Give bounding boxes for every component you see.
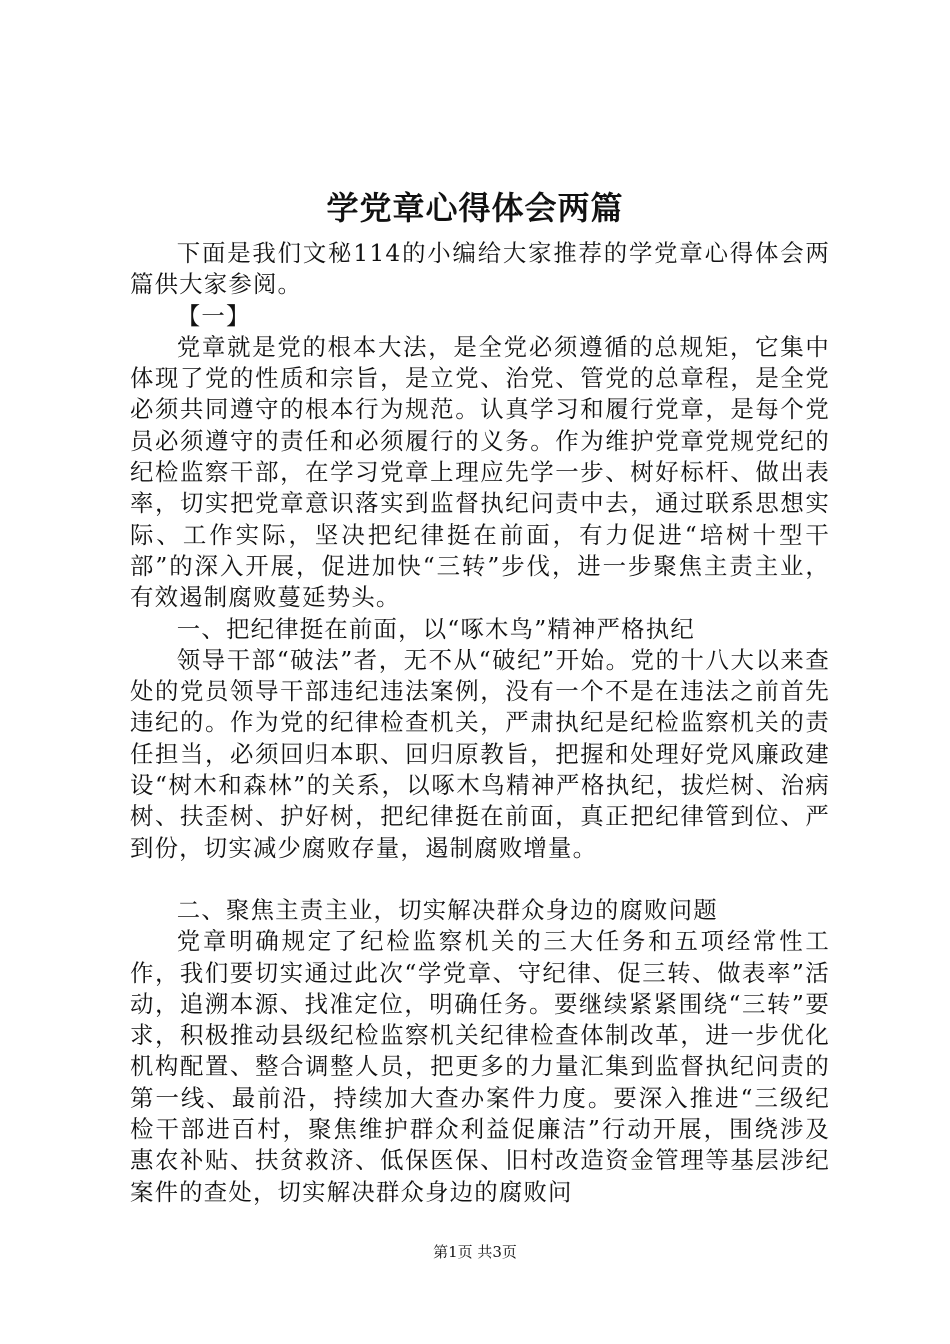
intro-paragraph: 下面是我们文秘114的小编给大家推荐的学党章心得体会两篇供大家参阅。 (130, 239, 830, 299)
document-title: 学党章心得体会两篇 (326, 189, 624, 227)
body-paragraph-1: 党章就是党的根本大法，是全党必须遵循的总规矩，它集中体现了党的性质和宗旨，是立党、治党、管党的总章程，是全党必须共同遵守的根本行为规范。认真学习和履行党章，是每个党员必须遵守的责任和必须履行的义务。作为维护党章党规党纪的纪检监察干部，在学习党章上理应先学一步、树好标杆、做出表率，切实把党章意识落实到监督执纪问责中去，通过联系思想实际、工作实际，坚决把纪律挺在前面，有力促进“培树十型干部”的深入开展，促进加快“三转”步伐，进一步聚焦主责主业，有效遏制腐败蔓延势头。 (130, 332, 830, 612)
section-marker: 【一】 (176, 301, 251, 330)
document-body (130, 238, 830, 1208)
body-paragraph-2: 领导干部“破法”者，无不从“破纪”开始。党的十八大以来查处的党员领导干部违纪违法案例，没有一个不是在违法之前首先违纪的。作为党的纪律检查机关，严肃执纪是纪检监察机关的责任担当，必须回归本职、回归原教旨，把握和处理好党风廉政建设“树木和森林”的关系，以啄木鸟精神严格执纪，拔烂树、治病树、扶歪树、护好树，把纪律挺在前面，真正把纪律管到位、严到份，切实减少腐败存量，遏制腐败增量。 (130, 645, 830, 862)
section-heading-1: 一、把纪律挺在前面，以“啄木鸟”精神严格执纪 (176, 614, 695, 643)
body-paragraph-3: 党章明确规定了纪检监察机关的三大任务和五项经常性工作，我们要切实通过此次“学党章、守纪律、促三转、做表率”活动，追溯本源、找准定位，明确任务。要继续紧紧围绕“三转”要求，积极推动县级纪检监察机关纪律检查体制改革，进一步优化机构配置、整合调整人员，把更多的力量汇集到监督执纪问责的第一线、最前沿，持续加大查办案件力度。要深入推进“三级纪检干部进百村，聚焦维护群众利益促廉洁”行动开展，围绕涉及惠农补贴、扶贫救济、低保医保、旧村改造资金管理等基层涉纪案件的查处，切实解决群众身边的腐败问 (130, 927, 830, 1206)
section-heading-2: 二、聚焦主责主业，切实解决群众身边的腐败问题 (176, 895, 718, 924)
page-footer: 第1页 共3页 (433, 1243, 517, 1261)
paragraph-spacer (130, 864, 830, 895)
